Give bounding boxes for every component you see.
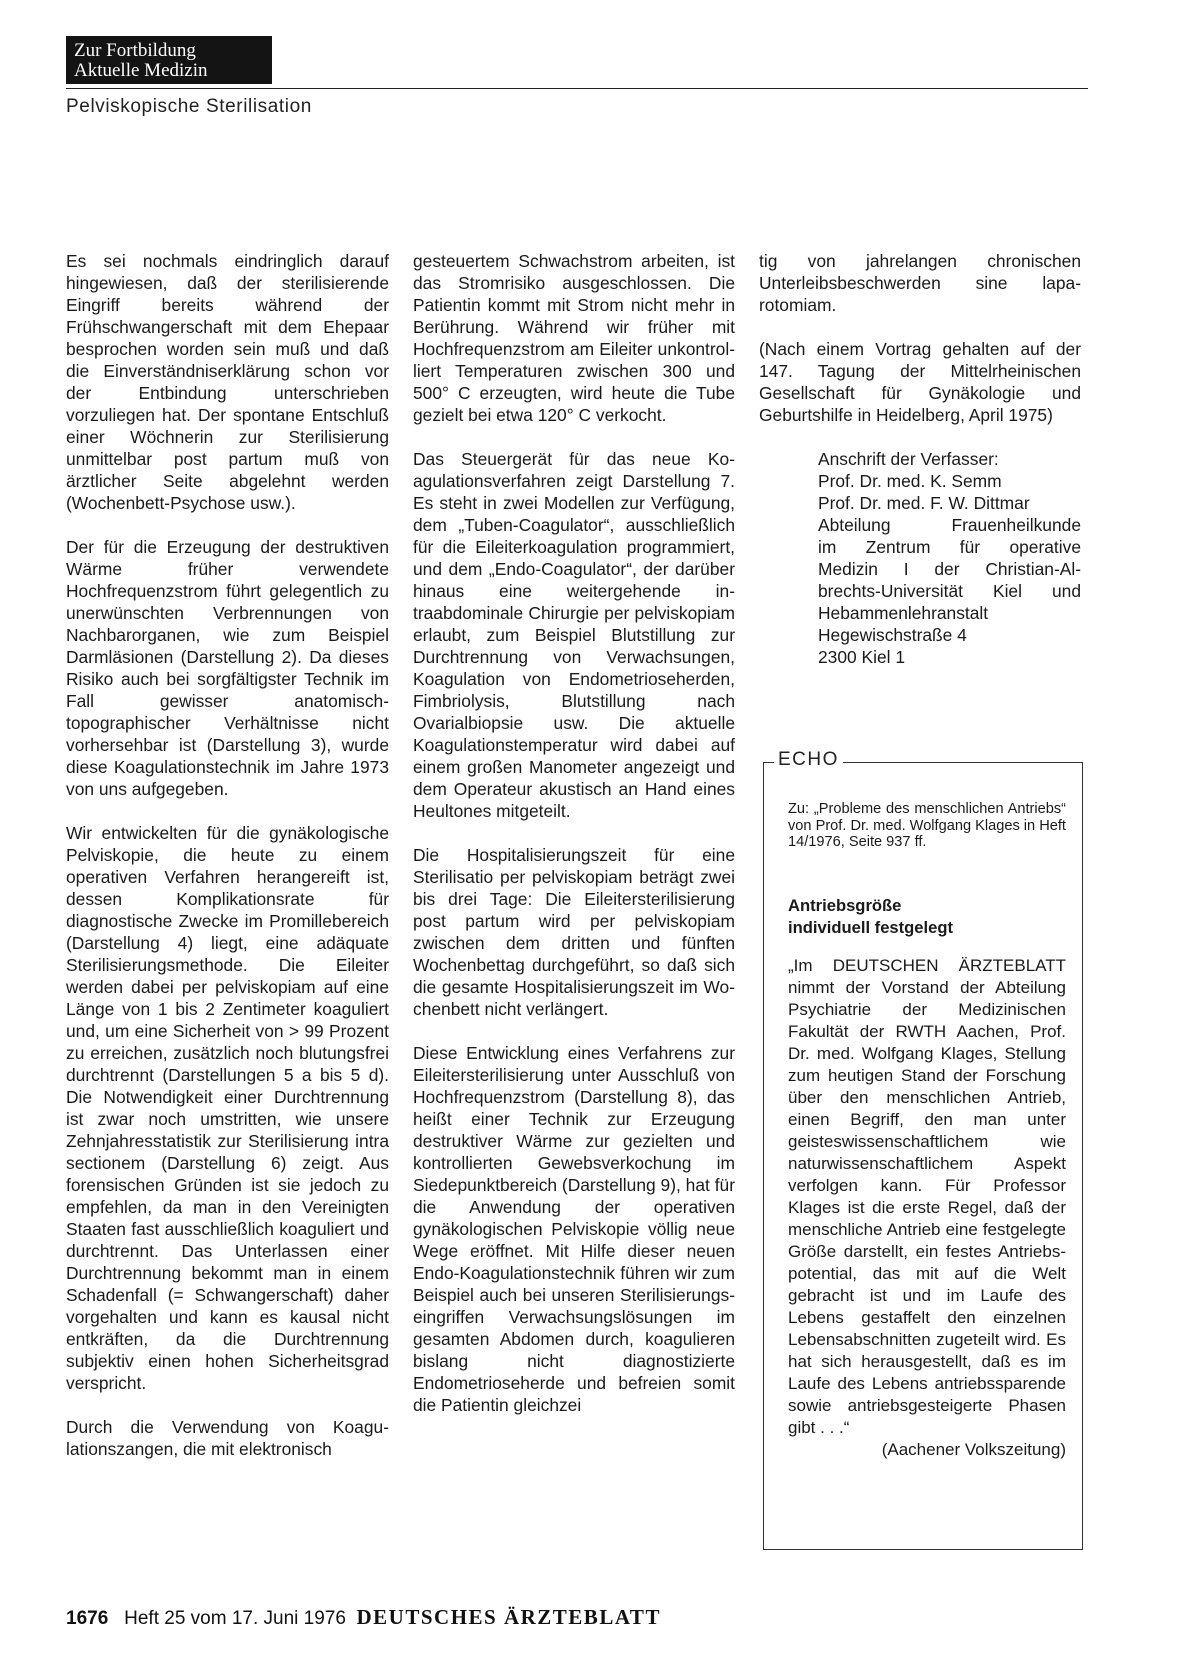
paragraph: Diese Entwicklung eines Verfahrens zur Eileitersterilisierung unter Ausschluß von Hochfrequenzstrom (Darstellung 8), das heißt einer Technik zur Erzeugung destruktiver Wärme zur gezielten und kontrollierten Gewebsverkochung im Siedepunktbereich (Darstellung 9), hat für die Anwendung der operativen gynäkologischen Pelviskopie völlig neue Wege eröffnet. Mit Hilfe dieser neuen Endo-Koagulationstechnik führen wir zum Beispiel auch bei unseren Sterilisierungseingriffen Verwachsungslösungen im gesamten Abdomen durch, koagulieren bislang nicht diagnostizierte Endometrioseherde und befreien somit die Patientin gleichzei <box>413 1043 735 1415</box>
paragraph: (Nach einem Vortrag gehalten auf der 147. Tagung der Mittelrheinischen Gesellschaft für Gynäkologie und Geburtshilfe in Heidelberg, April 1975) <box>759 339 1081 425</box>
echo-box <box>763 749 1083 1550</box>
journal-name: DEUTSCHES ÄRZTEBLATT <box>356 1605 661 1629</box>
page-number: 1676 <box>66 1608 109 1629</box>
paragraph: Die Hospitalisierungszeit für eine Sterilisatio per pelviskopiam beträgt zwei bis drei Tage: Die Eileitersterilisierung post partum wird per pelviskopiam zwischen dem dritten und fünften Wochenbettag durchgeführt, so daß sich die gesamte Hospitalisierungszeit im Wochenbett nicht verlängert. <box>413 845 735 1019</box>
paragraph: gesteuertem Schwachstrom arbeiten, ist das Stromrisiko ausgeschlossen. Die Patientin kommt mit Strom nicht mehr in Berührung. Während wir früher mit Hochfrequenzstrom am Eileiter unkontrolliert Temperaturen zwischen 300 und 500° C erzeugten, wird heute die Tube gezielt bei etwa 120° C verkocht. <box>413 251 735 425</box>
address-line: im Zentrum für operative <box>818 537 1081 557</box>
paragraph: Durch die Verwendung von Koagulationszangen, die mit elektronisch <box>66 1417 389 1459</box>
article-column-2 <box>413 250 735 1438</box>
address-line: Anschrift der Verfasser: <box>818 449 999 469</box>
paragraph: Der für die Erzeugung der destruktiven Wärme früher verwendete Hochfrequenzstrom führt gelegentlich zu unerwünschten Verbrennungen von Nachbarorganen, wie zum Beispiel Darmläsionen (Darstellung 2). Da dieses Risiko auch bei sorgfältigster Technik im Fall gewisser anatomisch-topographischer Verhältnisse nicht vorhersehbar ist (Darstellung 3), wurde diese Koagulationstechnik im Jahre 1973 von uns aufgegeben. <box>66 537 389 799</box>
echo-title: ECHO <box>774 749 843 771</box>
article-column-1 <box>66 250 389 1482</box>
address-line: 2300 Kiel 1 <box>818 647 906 667</box>
author-address <box>818 448 1081 668</box>
section-label-line1: Zur Fortbildung <box>74 40 196 61</box>
echo-heading-line2: individuell festgelegt <box>788 918 954 937</box>
article-column-3 <box>759 250 1081 668</box>
echo-reference: Zu: „Probleme des menschlichen Antriebs“ von Prof. Dr. med. Wolfgang Klages in Heft 14/1976, Seite 937 ff. <box>788 801 1066 850</box>
header-rule <box>66 88 1088 89</box>
article-topic: Pelviskopische Sterilisation <box>66 96 312 117</box>
echo-heading <box>788 895 1066 939</box>
section-label-line2: Aktuelle Medizin <box>74 60 208 81</box>
paragraph: Das Steuergerät für das neue Koagulationsverfahren zeigt Darstellung 7. Es steht in zwei Modellen zur Verfügung, dem „Tuben-Coagulator“, ausschließlich für die Eileiterkoagulation programmiert, und dem „Endo-Coagulator“, der darüber hinaus eine weitergehende intraabdominale Chirurgie per pelviskopiam erlaubt, zum Beispiel Blutstillung zur Durchtrennung von Verwachsungen, Koagulation von Endometrioseherden, Fimbriolysis, Blutstillung nach Ovarialbiopsie usw. Die aktuelle Koagulationstemperatur wird dabei auf einem großen Manometer angezeigt und dem Operateur akustisch an Hand eines Heultones mitgeteilt. <box>413 449 735 821</box>
paragraph: Es sei nochmals eindringlich darauf hingewiesen, daß der sterilisierende Eingriff bereits während der Frühschwangerschaft mit dem Ehepaar besprochen worden sein muß und daß die Einverständniserklärung schon vor der Entbindung unterschrieben vorzuliegen hat. Der spontane Entschluß einer Wöchnerin zur Sterilisierung unmittelbar post partum muß von ärztlicher Seite abgelehnt werden (Wochenbett-Psychose usw.). <box>66 251 389 513</box>
echo-heading-line1: Antriebsgröße <box>788 896 902 915</box>
address-line: Hegewischstraße 4 <box>818 625 967 645</box>
address-line: Hebammenlehranstalt <box>818 603 989 623</box>
address-line: Prof. Dr. med. K. Semm <box>818 471 1002 491</box>
echo-source: (Aachener Volkszeitung) <box>881 1440 1066 1459</box>
page-footer <box>66 1605 661 1630</box>
section-label <box>66 36 272 84</box>
issue-info: Heft 25 vom 17. Juni 1976 <box>124 1608 346 1629</box>
address-line: brechts-Universität Kiel und <box>818 581 1081 601</box>
address-line: Prof. Dr. med. F. W. Dittmar <box>818 493 1030 513</box>
paragraph: Wir entwickelten für die gynäkologische Pelviskopie, die heute zu einem operativen Verfahren herangereift ist, dessen Komplikationsrate für diagnostische Zwecke im Promillebereich (Darstellung 4) liegt, eine adäquate Sterilisierungsmethode. Die Eileiter werden dabei per pelviskopiam auf eine Länge von 1 bis 2 Zentimeter koaguliert und, um eine Sicherheit von > 99 Prozent zu erreichen, zusätzlich noch blutungsfrei durchtrennt (Darstellungen 5 a bis 5 d). Die Notwendigkeit einer Durchtrennung ist zwar noch umstritten, wie unsere Zehnjahresstatistik zur Sterilisierung intra sectionem (Darstellung 6) zeigt. Aus forensischen Gründen ist sie jedoch zu empfehlen, da man in den Vereinigten Staaten fast ausschließlich koaguliert und durchtrennt. Das Unterlassen einer Durchtrennung bekommt man in einem Schadenfall (= Schwangerschaft) daher vorgehalten und kann es kausal nicht entkräften, da die Durchtrennung subjektiv einen hohen Sicherheitsgrad verspricht. <box>66 823 389 1393</box>
echo-quote-block <box>788 955 1066 1461</box>
address-line: Medizin I der Christian-Al- <box>818 559 1081 579</box>
paragraph: tig von jahrelangen chronischen Unterleibsbeschwerden sine laparotomiam. <box>759 251 1081 315</box>
echo-quote: „Im DEUTSCHEN ÄRZTEBLATT nimmt der Vorstand der Abteilung Psychiatrie der Medizinischen Fakultät der RWTH Aachen, Prof. Dr. med. Wolfgang Klages, Stellung zum heutigen Stand der Forschung über den menschlichen Antrieb, einen Begriff, den man unter geisteswissenschaftlichem wie naturwissenschaftlichem Aspekt verfolgen kann. Für Professor Klages ist die erste Regel, daß der menschliche Antrieb eine festgelegte Größe darstellt, ein festes Antriebspotential, das mit auf die Welt gebracht ist und im Laufe des Lebens gestaffelt den einzelnen Lebensabschnitten zugeteilt wird. Es hat sich herausgestellt, daß es im Laufe des Lebens antriebssparende sowie antriebsgesteigerte Phasen gibt . . .“ <box>788 956 1066 1437</box>
address-line: Abteilung Frauenheilkunde <box>818 515 1081 535</box>
